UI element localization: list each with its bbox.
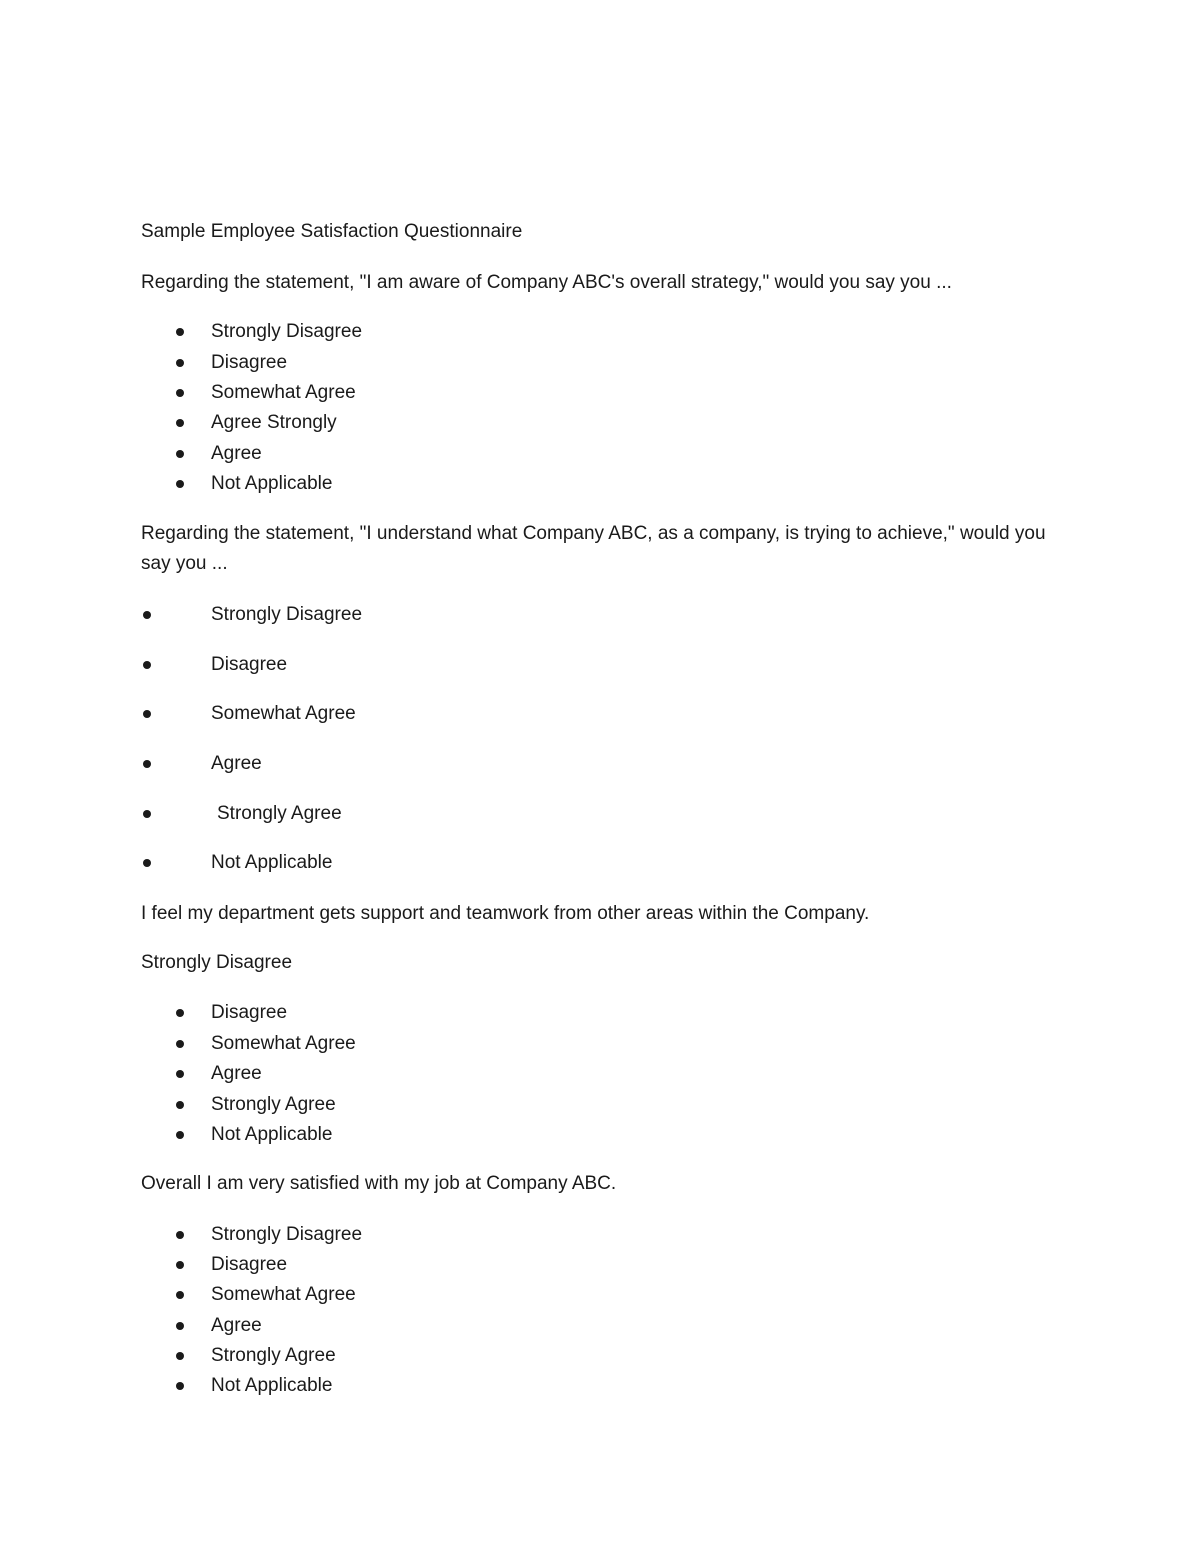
bullet-icon [176,1261,184,1269]
bullet-icon [176,1352,184,1360]
bullet-icon [143,760,151,768]
question-4-text: Overall I am very satisfied with my job at Company ABC. [141,1173,617,1194]
bullet-icon [176,1131,184,1139]
bullet-icon [176,1101,184,1109]
question-1-text: Regarding the statement, "I am aware of Company ABC's overall strategy," would you say you ... [141,272,952,293]
bullet-icon [176,419,184,427]
bullet-icon [176,1009,184,1017]
bullet-icon [176,480,184,488]
bullet-icon [176,328,184,336]
bullet-icon [143,710,151,718]
document-page: Sample Employee Satisfaction Questionnaire Regarding the statement, "I am aware of Company ABC's overall strategy," would you say you ... Strongly Disagree Disagree Somewhat Agree Agree Strongly Agree Not Applicable Regarding the statement, "I understand what Company ABC, as a company, is trying to achieve," would you say you ... Strongly Disagree Disagree Somewhat Agree Agree Strongly Agree Not Applicable I feel my department gets support and teamwork from other areas within the Company. Strongly Disagree Disagree Somewhat Agree Agree Strongly Agree Not Applicable Overall I am very satisfied with my job at Company ABC. Strongly Disagree Disagree Somewhat Agree Agree Strongly Agree Not Applicable [0,0,1200,1553]
bullet-icon [143,611,151,619]
bullet-icon [176,1231,184,1239]
bullet-icon [176,1040,184,1048]
bullet-icon [176,389,184,397]
document-title: Sample Employee Satisfaction Questionnaire [141,221,523,242]
question-3-text: I feel my department gets support and teamwork from other areas within the Company. [141,903,870,924]
bullet-icon [176,359,184,367]
question-2-text: Regarding the statement, "I understand what Company ABC, as a company, is trying to achieve," would you say you ... [141,523,1046,574]
bullet-icon [143,661,151,669]
question-3-first-option: Strongly Disagree [141,952,293,973]
bullet-icon [176,1070,184,1078]
bullet-icon [176,1382,184,1390]
bullet-icon [143,859,151,867]
bullet-icon [176,1291,184,1299]
bullet-icon [143,810,151,818]
bullet-icon [176,450,184,458]
bullet-icon [176,1322,184,1330]
